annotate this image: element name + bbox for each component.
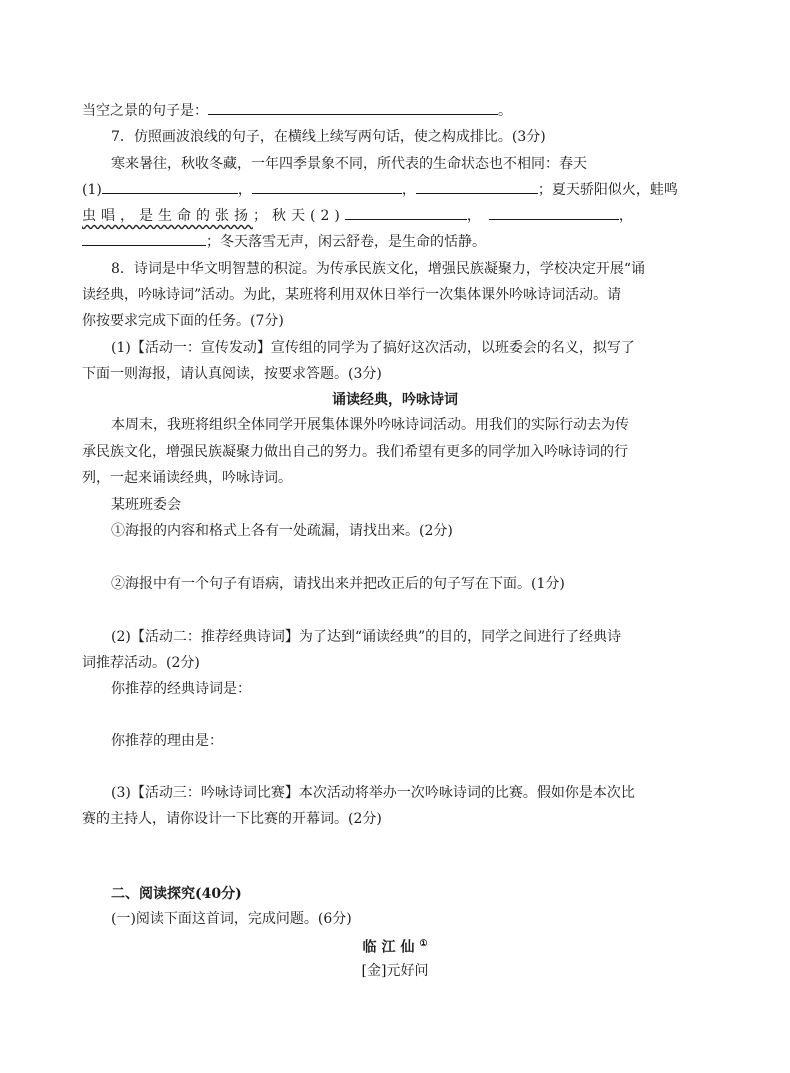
activity1-sub2: ②海报中有一个句子有语病，请找出来并把改正后的句子写在下面。(1分) [111,576,565,592]
q8-line3: 你按要求完成下面的任务。(7分) [82,313,284,329]
activity1-line2: 下面一则海报，请认真阅读，按要求答题。(3分) [82,366,382,382]
comma: ， [466,208,481,224]
answer-blank[interactable] [489,205,619,220]
activity1-sub1: ①海报的内容和格式上各有一处疏漏，请找出来。(2分) [111,523,453,539]
poster-signature: 某班班委会 [111,497,181,513]
recommend-reason-prompt: 你推荐的理由是： [111,733,223,749]
activity3-line2: 赛的主持人，请你设计一下比赛的开幕词。(2分) [82,811,382,827]
q6-tail-text: 当空之景的句子是： [82,103,208,119]
poem-footnote-mark: ① [419,939,428,949]
q6-tail-end: 。 [498,103,512,119]
q7-line3 [82,205,712,227]
poem-title-line [0,933,790,959]
q7-line1: 寒来暑往，秋收冬藏，一年四季景象不同，所代表的生命状态也不相同：春天 [111,156,587,172]
q8-line1: 8．诗词是中华文明智慧的积淀。为传承民族文化，增强民族凝聚力，学校决定开展“诵 [111,261,646,277]
activity2-line2: 词推荐活动。(2分) [82,655,200,671]
activity2-line1: (2)【活动二：推荐经典诗词】为了达到“诵读经典”的目的，同学之间进行了经典诗 [111,629,622,645]
q7-line4 [82,231,712,253]
q7-item-2-label: ；秋天(2) [253,208,345,224]
poster-line1: 本周末，我班将组织全体同学开展集体课外吟咏诗词活动。用我们的实际行动去为传 [111,417,629,433]
answer-blank[interactable] [102,179,238,194]
poster-line3: 列，一起来诵读经典，吟咏诗词。 [82,470,292,486]
comma: ， [401,182,416,198]
q8-line2: 读经典，吟咏诗词”活动。为此，某班将利用双休日举行一次集体课外吟咏诗词活动。请 [82,287,622,303]
q7-line2 [82,179,712,201]
answer-blank[interactable] [82,231,206,246]
poster-title: 诵读经典，吟咏诗词 [332,392,458,408]
q7-line4-end: ；冬天落雪无声，闲云舒卷，是生命的恬静。 [206,234,486,250]
wavy-underlined-sentence: 虫唱，是生命的张扬 [82,208,253,224]
q7-title: 7．仿照画波浪线的句子，在横线上续写两句话，使之构成排比。(3分) [111,129,546,145]
q6-tail-line [82,100,712,122]
answer-blank[interactable] [345,205,467,220]
q7-item-1-label: (1) [82,182,102,198]
comma: ， [237,182,252,198]
poster-line2: 承民族文化，增强民族凝聚力做出自己的努力。我们希望有更多的同学加入吟咏诗词的行 [82,444,628,460]
comma: ， [618,208,633,224]
answer-blank[interactable] [208,100,498,115]
poem-title: 临江仙 [362,939,420,956]
answer-blank[interactable] [252,179,402,194]
answer-blank[interactable] [416,179,538,194]
part2-sub-heading: (一)阅读下面这首词，完成问题。(6分) [111,911,352,927]
activity1-line1: (1)【活动一：宣传发动】宣传组的同学为了搞好这次活动，以班委会的名义，拟写了 [111,340,635,356]
activity3-line1: (3)【活动三：吟咏诗词比赛】本次活动将举办一次吟咏诗词的比赛。假如你是本次比 [111,785,635,801]
recommend-poem-prompt: 你推荐的经典诗词是： [111,681,251,697]
q7-line2-end: ；夏天骄阳似火，蛙鸣 [537,182,678,198]
poem-author: [金]元好问 [361,963,429,979]
part2-heading: 二、阅读探究(40分) [111,886,242,902]
